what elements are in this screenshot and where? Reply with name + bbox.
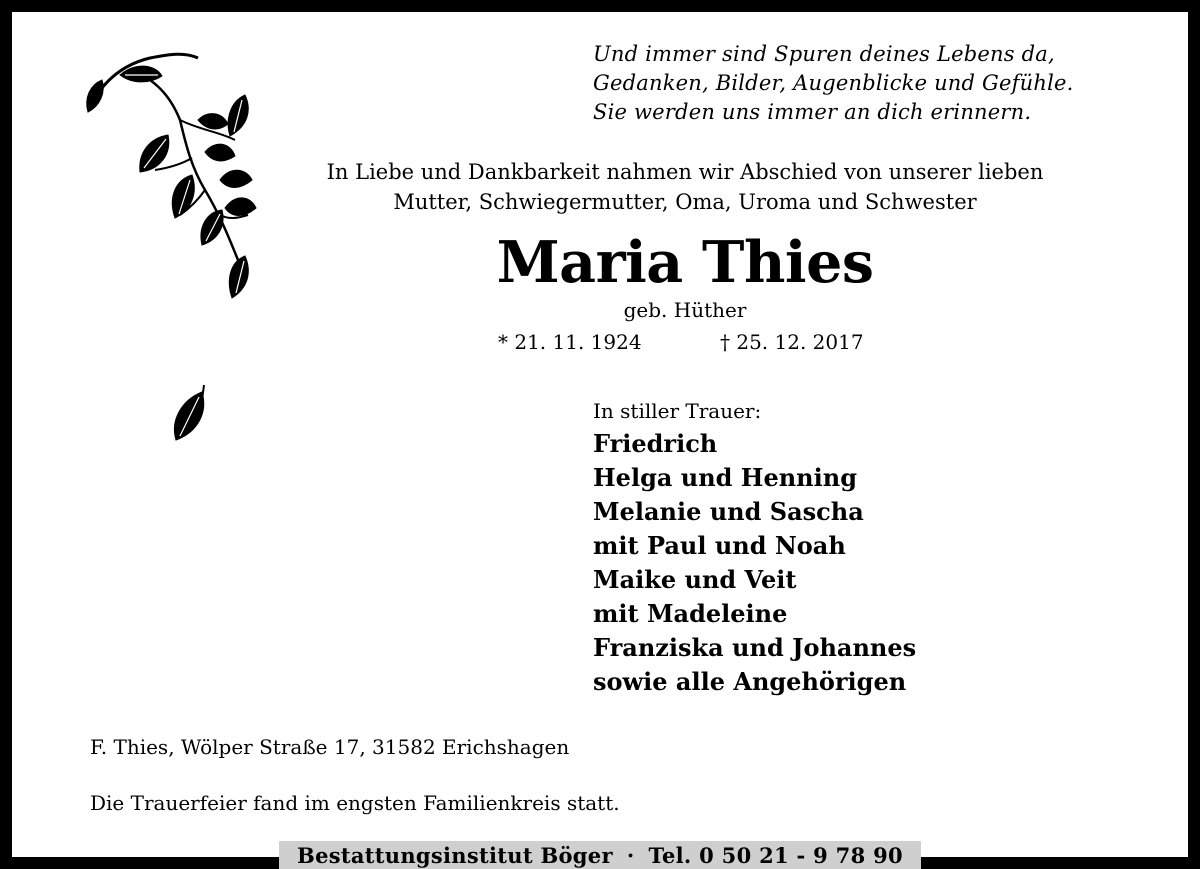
undertaker-phone: Tel. 0 50 21 - 9 78 90 (648, 842, 903, 868)
funeral-note: Die Trauerfeier fand im engsten Familienkreis statt. (90, 791, 620, 815)
verse-line: Und immer sind Spuren deines Lebens da, (593, 42, 1055, 66)
maiden-name: geb. Hüther (623, 298, 747, 322)
mourner-name: Maike und Veit (593, 565, 797, 594)
intro-line: Mutter, Schwiegermutter, Oma, Uroma und Schwester (393, 190, 977, 214)
mourner-name: sowie alle Angehörigen (593, 667, 907, 696)
deceased-name: Maria Thies (496, 229, 874, 296)
mourner-name: Franziska und Johannes (593, 633, 917, 662)
verse-line: Gedanken, Bilder, Augenblicke und Gefühle. (593, 71, 1074, 95)
family-address: F. Thies, Wölper Straße 17, 31582 Erichshagen (90, 735, 570, 759)
death-date: † 25. 12. 2017 (720, 330, 864, 354)
mourner-name: Helga und Henning (593, 463, 857, 492)
birth-date: * 21. 11. 1924 (498, 330, 642, 354)
verse-line: Sie werden uns immer an dich erinnern. (593, 100, 1032, 124)
mourner-name: Melanie und Sascha (593, 497, 864, 526)
mourner-name: mit Madeleine (593, 599, 788, 628)
leaf-branch-icon (80, 40, 270, 460)
mourner-name: mit Paul und Noah (593, 531, 846, 560)
farewell-intro (270, 157, 1100, 217)
undertaker-name: Bestattungsinstitut Böger (297, 842, 613, 868)
mourner-name: Friedrich (593, 429, 718, 458)
intro-line: In Liebe und Dankbarkeit nahmen wir Abschied von unserer lieben (326, 160, 1044, 184)
footer-separator: · (626, 842, 635, 868)
mourners-heading: In stiller Trauer: (593, 399, 762, 423)
mourners-list (593, 397, 916, 699)
memorial-verse (593, 40, 1074, 127)
life-dates (498, 328, 864, 356)
undertaker-footer (279, 841, 921, 869)
